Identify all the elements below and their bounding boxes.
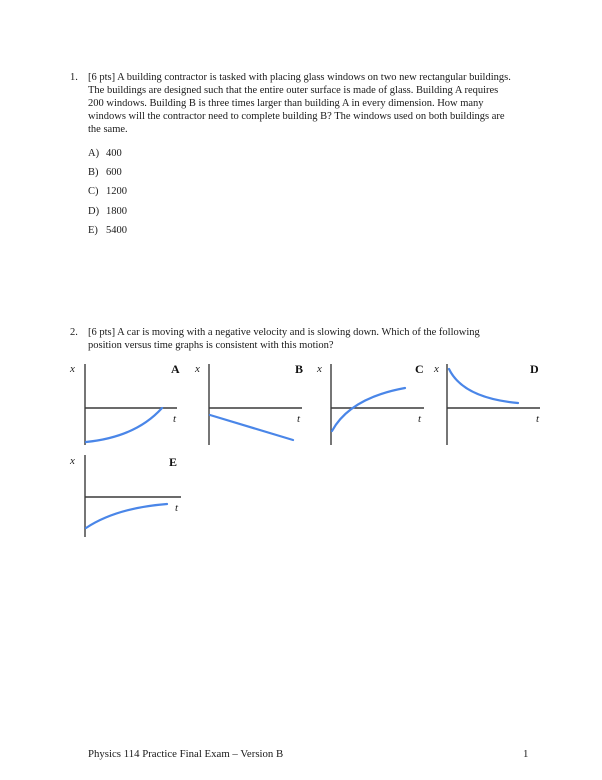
graph-c-position-curve [332, 388, 405, 431]
graph-a-y-axis-label: x [70, 363, 75, 375]
graph-e-y-axis-label: x [70, 455, 75, 467]
option-row-a [88, 147, 127, 166]
graph-a-x-axis-label: t [173, 413, 177, 425]
graph-b-y-axis-label: x [195, 363, 200, 375]
graph-c [314, 360, 439, 450]
graph-d-label: D [530, 362, 539, 376]
question-1-options [88, 147, 127, 243]
question-2-text [88, 326, 480, 352]
question-1-line: the same. [88, 124, 128, 135]
graph-c-x-axis-label: t [418, 413, 422, 425]
graph-a [66, 360, 191, 450]
graph-d-y-axis-label: x [434, 363, 439, 375]
footer-title: Physics 114 Practice Final Exam – Version B [88, 748, 284, 760]
graph-c-y-axis-label: x [317, 363, 322, 375]
option-row-d [88, 205, 127, 224]
graph-d-position-curve [449, 369, 518, 403]
option-value: 600 [106, 167, 122, 179]
graph-e [66, 450, 191, 545]
option-label: C) [88, 186, 99, 198]
graph-b-position-curve [210, 415, 293, 440]
graph-b [192, 360, 317, 450]
option-value: 1200 [106, 186, 127, 198]
graph-b-label: B [295, 362, 304, 376]
question-1-line: The buildings are designed such that the entire outer surface is made of glass. Building A requires [88, 85, 499, 96]
option-label: A) [88, 148, 100, 159]
question-2-line: position versus time graphs is consistent with this motion? [88, 340, 334, 351]
page-number: 1 [523, 748, 529, 760]
option-label: B) [88, 167, 99, 179]
question-2-line: [6 pts] A car is moving with a negative velocity and is slowing down. Which of the following [88, 327, 480, 338]
question-1-line: 200 windows. Building B is three times larger than building A in every dimension. How many [88, 98, 484, 109]
option-value: 5400 [106, 224, 127, 236]
graph-e-position-curve [86, 504, 167, 528]
option-value: 400 [106, 148, 122, 159]
question-1-number: 1. [70, 72, 78, 83]
option-row-c [88, 185, 127, 204]
option-value: 1800 [106, 205, 127, 217]
graph-a-label: A [171, 362, 180, 376]
graph-d-x-axis-label: t [536, 413, 540, 425]
question-1-text [88, 71, 511, 136]
question-1-line: [6 pts] A building contractor is tasked with placing glass windows on two new rectangular buildings. [88, 72, 511, 83]
question-1-line: windows will the contractor need to complete building B? The windows used on both buildings are [88, 111, 505, 122]
option-label: E) [88, 224, 98, 236]
graph-e-x-axis-label: t [175, 502, 179, 514]
graph-b-x-axis-label: t [297, 413, 301, 425]
question-2-number: 2. [70, 327, 78, 338]
option-row-e [88, 224, 127, 243]
graph-c-label: C [415, 362, 424, 376]
option-label: D) [88, 205, 100, 217]
option-row-b [88, 166, 127, 185]
graph-d [430, 360, 555, 450]
graph-a-position-curve [86, 408, 162, 442]
graph-e-label: E [169, 455, 178, 469]
